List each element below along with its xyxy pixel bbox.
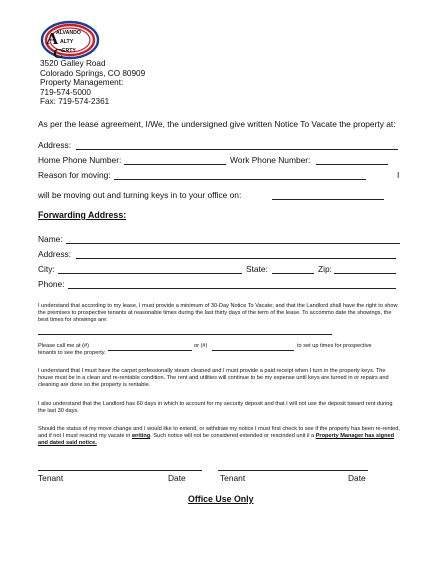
call-phone-2-field[interactable] — [212, 350, 294, 351]
fwd-name-field[interactable] — [66, 243, 400, 244]
call-phone-1-field[interactable] — [108, 350, 192, 351]
logo-line-1: ALVANDO — [56, 30, 81, 36]
fwd-phone-field[interactable] — [68, 288, 396, 289]
tenant-2-signature-field[interactable] — [218, 470, 368, 471]
status-change-paragraph — [38, 426, 402, 447]
home-phone-label: Home Phone Number: — [38, 155, 122, 165]
status-change-text-a: Should the status of my move change and I would like to extend, or withdraw my notice I must first check to see if the property has been re-rented, and if not I must rescind my vacate in — [38, 426, 400, 439]
tenant-2-label: Tenant — [220, 473, 246, 483]
address-line-2: Colorado Springs, CO 80909 — [40, 68, 146, 78]
writing-emphasis: writing — [131, 433, 151, 439]
org-label: Property Management: — [40, 78, 124, 88]
call-me-line — [38, 343, 89, 350]
date-2-label: Date — [348, 473, 366, 483]
carpet-paragraph: I understand that I must have the carpet professionally steam cleaned and I must provide a paid receipt when I turn in the property keys. The house must be in a clean and re-rentable condition. The rent and utilities will continue to be my expense until keys are turned in or repairs and cleaning are done so the property is rentable. — [38, 368, 389, 388]
reason-label: Reason for moving: — [38, 170, 111, 180]
address-line-1: 3520 Galley Road — [40, 59, 106, 68]
fwd-name-label: Name: — [38, 234, 63, 244]
address-field[interactable] — [76, 149, 398, 150]
office-use-title: Office Use Only — [188, 494, 254, 504]
fwd-address-field[interactable] — [76, 258, 396, 259]
logo-letter-a: A — [46, 29, 59, 48]
manager-signed-text: Property Manager has signed and dated said notice. — [38, 433, 395, 446]
logo-letter-c: C — [53, 47, 64, 62]
logo-line-2: ALTY — [60, 39, 74, 45]
call-me-text: Please call me at (#) — [38, 343, 89, 349]
fwd-city-label: City: — [38, 264, 55, 274]
or-text: or (#) — [194, 343, 208, 349]
tenant-1-signature-field[interactable] — [38, 470, 202, 471]
tenant-1-label: Tenant — [38, 473, 64, 483]
fwd-state-field[interactable] — [272, 273, 314, 274]
intro-text: As per the lease agreement, I/We, the undersigned give written Notice To Vacate the property at: — [38, 119, 396, 129]
company-header — [40, 59, 145, 107]
forwarding-title: Forwarding Address: — [38, 210, 127, 220]
fwd-zip-label: Zip: — [318, 264, 332, 274]
logo-graphic — [36, 18, 100, 62]
work-phone-label: Work Phone Number: — [230, 155, 311, 165]
work-phone-field[interactable] — [316, 164, 388, 165]
company-logo — [36, 18, 100, 62]
showing-times-field[interactable] — [38, 334, 332, 335]
moving-out-date-field[interactable] — [272, 199, 384, 200]
moving-out-label: will be moving out and turning keys in to your office on: — [38, 190, 242, 200]
fwd-phone-label: Phone: — [38, 279, 65, 289]
reason-tail: I — [397, 170, 400, 180]
notice-paragraph: I understand that according to my lease, I must provide a minimum of 30-Day Notice To Vacate; and that the Landlord shall have the right to show the premises to prospective tenants at reasonable times during the last thirty days of the term of the lease. To accommo date the showings, the best times for showings are: — [38, 303, 398, 323]
home-phone-field[interactable] — [124, 164, 226, 165]
deposit-paragraph: I also understand that the Landlord has 60 days in which to account for my security deposit and that I will not use the deposit toward rent during the last 30 days. — [38, 401, 393, 414]
setup-times-text: to set up times for prospective — [297, 343, 372, 349]
status-change-text-b: . Such notice will not be considered extended or rescinded unit il a — [150, 433, 315, 439]
address-label: Address: — [38, 140, 72, 150]
fwd-state-label: State: — [246, 264, 268, 274]
date-1-label: Date — [168, 473, 186, 483]
fax-number: Fax: 719-574-2361 — [40, 97, 110, 107]
phone-number: 719-574-5000 — [40, 87, 91, 97]
reason-field[interactable] — [114, 179, 366, 180]
tenants-see-text: tenants to see the property. — [38, 350, 106, 356]
fwd-zip-field[interactable] — [334, 273, 396, 274]
fwd-address-label: Address: — [38, 249, 72, 259]
fwd-city-field[interactable] — [58, 273, 242, 274]
logo-line-3: ERTY — [62, 48, 76, 54]
